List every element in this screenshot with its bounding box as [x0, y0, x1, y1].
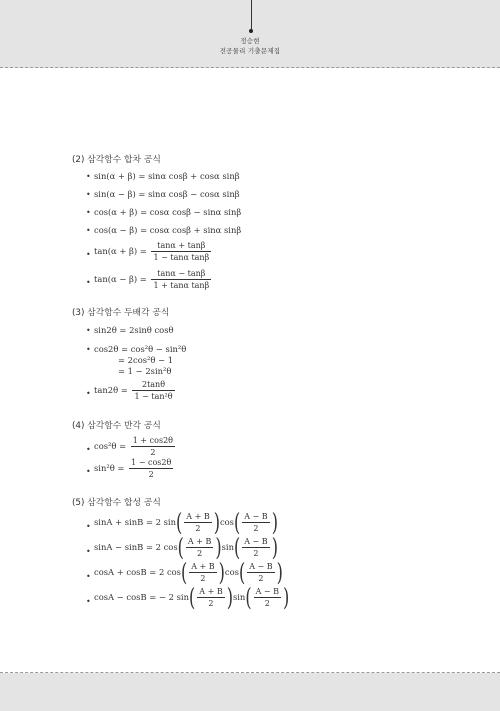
left-paren: ( [233, 507, 241, 536]
bullet: • [86, 250, 91, 259]
bullet: • [86, 547, 91, 556]
formula-sin-diff: sin(α − β) = sinα cosβ − cosα sinβ [94, 189, 240, 199]
footer-band [0, 673, 500, 711]
formula-sin-half-fraction [129, 458, 173, 479]
formula-cos-half-lhs: cos²θ = [94, 441, 127, 451]
formula-lhs: sinA + sinB = 2 sin [94, 517, 176, 527]
fraction-numerator: A + B [191, 562, 215, 571]
left-paren: ( [176, 507, 183, 536]
right-paren: ) [218, 557, 225, 586]
fraction-numerator: A + B [186, 512, 210, 521]
fraction-half-sum [197, 587, 224, 608]
formula-tan-diff [94, 269, 213, 290]
fraction-half-diff [254, 587, 281, 608]
formula-cosA-plus-cosB [94, 557, 283, 586]
formula-lhs: sinA − sinB = 2 cos [94, 542, 178, 552]
right-paren: ) [283, 582, 290, 611]
bullet: • [86, 345, 91, 354]
formula-lhs: cosA + cosB = 2 cos [94, 567, 181, 577]
bullet: • [86, 278, 91, 287]
fraction-denominator: 2 [129, 468, 173, 479]
formula-tan-diff-lhs: tan(α − β) = [94, 274, 147, 284]
formula-sin-half [94, 458, 175, 479]
fraction-denominator: 2 [186, 547, 213, 558]
formula-sin-double: sin2θ = 2sinθ cosθ [94, 325, 174, 335]
formula-mid-func: sin [221, 542, 234, 552]
fraction-numerator: A − B [244, 537, 268, 546]
formula-sin-half-lhs: sin²θ = [94, 463, 125, 473]
formula-tan-sum [94, 241, 213, 262]
fraction-half-sum [189, 562, 216, 583]
fraction-denominator: 1 − tan²θ [134, 392, 173, 401]
formula-cos-double-2: = 2cos²θ − 1 [118, 355, 174, 365]
section-title-double-angle: (3) 삼각함수 두배각 공식 [72, 308, 170, 318]
header-book-title: 전공물리 기출문제집 [219, 47, 281, 55]
fraction-numerator: A − B [244, 512, 268, 521]
formula-cos-double-3: = 1 − 2sin²θ [118, 366, 172, 376]
left-paren: ( [189, 582, 196, 611]
fraction-numerator: tanα − tanβ [157, 269, 206, 278]
fraction-numerator: 1 − cos2θ [131, 458, 172, 467]
fraction-denominator: 2 [242, 522, 269, 533]
bullet: • [86, 445, 91, 454]
left-paren: ( [177, 532, 184, 561]
formula-tan-double-lhs: tan2θ = [94, 385, 128, 395]
right-paren: ) [271, 507, 278, 536]
bullet: • [86, 522, 91, 531]
formula-mid-func: cos [224, 567, 239, 577]
formula-lhs: cosA − cosB = − 2 sin [94, 592, 189, 602]
fraction-denominator: 2 [254, 597, 281, 608]
bullet: • [86, 389, 91, 398]
right-paren: ) [276, 557, 283, 586]
header-marker-line [251, 0, 252, 30]
left-paren: ( [238, 557, 246, 586]
fraction-denominator: 2 [247, 572, 274, 583]
formula-tan-double-fraction [132, 380, 174, 401]
fraction-denominator: 2 [242, 547, 269, 558]
header-marker-dot [249, 29, 253, 33]
fraction-denominator: 2 [131, 446, 175, 457]
bullet: • [86, 597, 91, 606]
right-paren: ) [226, 582, 233, 611]
formula-cos-half-fraction [131, 436, 175, 457]
section-title-half-angle: (4) 삼각함수 반각 공식 [72, 421, 161, 431]
formula-cos-diff: cos(α − β) = cosα cosβ + sinα sinβ [94, 225, 242, 235]
fraction-numerator: 1 + cos2θ [132, 436, 173, 445]
fraction-denominator: 2 [189, 572, 216, 583]
fraction-numerator: A + B [187, 537, 212, 546]
bullet: • [86, 226, 91, 235]
formula-tan-diff-fraction [151, 269, 211, 290]
left-paren: ( [180, 557, 188, 586]
fraction-numerator: 2tanθ [141, 380, 166, 389]
section-title-sum-to-product: (5) 삼각함수 합성 공식 [72, 498, 161, 508]
fraction-numerator: tanα + tanβ [157, 241, 206, 250]
fraction-half-sum [186, 537, 213, 558]
formula-cosA-minus-cosB [94, 582, 290, 611]
fraction-half-diff [247, 562, 274, 583]
header-author: 정승현 [240, 37, 260, 45]
right-paren: ) [271, 532, 278, 561]
header-divider [0, 67, 500, 68]
bullet: • [86, 326, 91, 335]
formula-sinA-plus-sinB [94, 507, 278, 536]
right-paren: ) [215, 532, 222, 561]
right-paren: ) [213, 507, 220, 536]
formula-tan-sum-lhs: tan(α + β) = [94, 246, 147, 256]
fraction-numerator: A − B [255, 587, 280, 596]
formula-cos-double-1: cos2θ = cos²θ − sin²θ [94, 344, 187, 354]
left-paren: ( [245, 582, 252, 611]
bullet: • [86, 190, 91, 199]
fraction-half-diff [242, 537, 269, 558]
fraction-denominator: 2 [197, 597, 224, 608]
fraction-numerator: A − B [249, 562, 273, 571]
section-title-sum-difference: (2) 삼각함수 합차 공식 [72, 155, 161, 165]
left-paren: ( [233, 532, 241, 561]
formula-cos-half [94, 436, 177, 457]
fraction-denominator: 1 − tanα tanβ [153, 253, 210, 262]
bullet: • [86, 572, 91, 581]
fraction-denominator: 1 + tanα tanβ [153, 281, 210, 290]
bullet: • [86, 172, 91, 181]
formula-tan-sum-fraction [151, 241, 211, 262]
fraction-half-diff [242, 512, 269, 533]
fraction-half-sum [184, 512, 211, 533]
formula-mid-func: sin [232, 592, 246, 602]
fraction-numerator: A + B [199, 587, 223, 596]
header-band [0, 0, 500, 68]
formula-tan-double [94, 380, 177, 401]
fraction-denominator: 2 [184, 522, 211, 533]
bullet: • [86, 467, 91, 476]
formula-cos-sum: cos(α + β) = cosα cosβ − sinα sinβ [94, 207, 242, 217]
formula-mid-func: cos [219, 517, 234, 527]
formula-sin-sum: sin(α + β) = sinα cosβ + cosα sinβ [94, 171, 240, 181]
bullet: • [86, 208, 91, 217]
formula-sinA-minus-sinB [94, 532, 278, 561]
